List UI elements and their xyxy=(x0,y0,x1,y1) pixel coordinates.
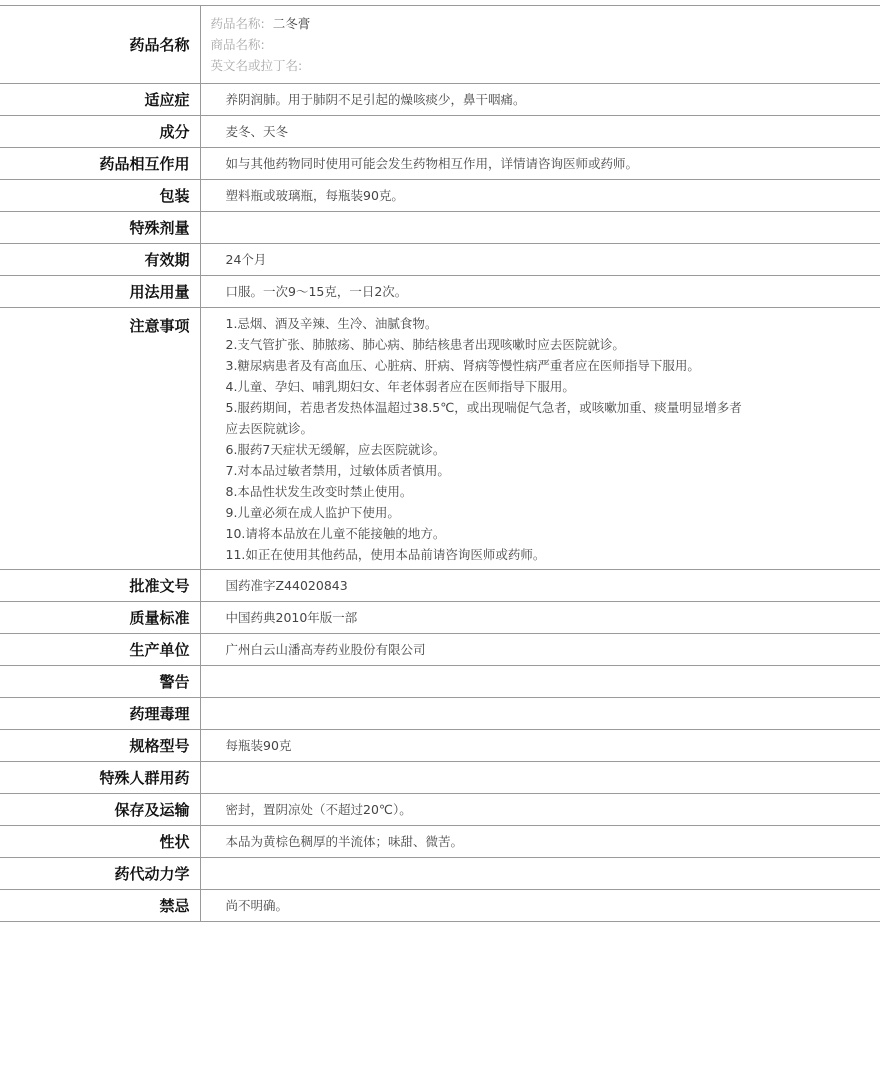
contraindications-value: 尚不明确。 xyxy=(200,890,880,922)
row-packaging xyxy=(0,180,880,212)
row-product-name xyxy=(0,6,880,84)
interactions-label: 药品相互作用 xyxy=(0,148,200,180)
precaution-item: 2.支气管扩张、肺脓疡、肺心病、肺结核患者出现咳嗽时应去医院就诊。 xyxy=(225,337,625,352)
indications-label: 适应症 xyxy=(0,84,200,116)
row-precautions xyxy=(0,308,880,570)
product-name-block xyxy=(201,6,880,80)
packaging-label: 包装 xyxy=(0,180,200,212)
row-pharmacokinetics xyxy=(0,858,880,890)
pharmacology-value xyxy=(200,698,880,730)
row-usage xyxy=(0,276,880,308)
usage-value: 口服。一次9～15克，一日2次。 xyxy=(200,276,880,308)
drug-spec-table xyxy=(0,5,880,922)
precautions-list xyxy=(226,313,880,568)
precaution-item: 11.如正在使用其他药品，使用本品前请咨询医师或药师。 xyxy=(225,547,546,562)
pharmacology-label: 药理毒理 xyxy=(0,698,200,730)
product-name-value xyxy=(200,6,880,84)
row-contraindications xyxy=(0,890,880,922)
row-indications xyxy=(0,84,880,116)
warning-label: 警告 xyxy=(0,666,200,698)
row-quality-standard xyxy=(0,602,880,634)
special-population-value xyxy=(200,762,880,794)
manufacturer-label: 生产单位 xyxy=(0,634,200,666)
shelf-life-value: 24个月 xyxy=(200,244,880,276)
generic-name-value: 二冬膏 xyxy=(272,16,311,31)
special-population-label: 特殊人群用药 xyxy=(0,762,200,794)
pharmacokinetics-value xyxy=(200,858,880,890)
precautions-value xyxy=(200,308,880,570)
ingredients-value: 麦冬、天冬 xyxy=(200,116,880,148)
product-name-label: 药品名称 xyxy=(0,6,200,84)
specification-label: 规格型号 xyxy=(0,730,200,762)
shelf-life-label: 有效期 xyxy=(0,244,200,276)
precaution-item: 7.对本品过敏者禁用，过敏体质者慎用。 xyxy=(225,463,450,478)
ingredients-label: 成分 xyxy=(0,116,200,148)
packaging-value: 塑料瓶或玻璃瓶，每瓶装90克。 xyxy=(200,180,880,212)
generic-name-line xyxy=(211,13,880,34)
specification-value: 每瓶装90克 xyxy=(200,730,880,762)
precaution-item: 1.忌烟、酒及辛辣、生冷、油腻食物。 xyxy=(225,316,438,331)
row-pharmacology xyxy=(0,698,880,730)
storage-value: 密封，置阴凉处（不超过20℃）。 xyxy=(200,794,880,826)
row-special-dosage xyxy=(0,212,880,244)
row-approval-number xyxy=(0,570,880,602)
precaution-item: 9.儿童必须在成人监护下使用。 xyxy=(225,505,400,520)
generic-name-key: 药品名称: xyxy=(210,16,265,31)
warning-value xyxy=(200,666,880,698)
appearance-value: 本品为黄棕色稠厚的半流体；味甜、微苦。 xyxy=(200,826,880,858)
precaution-item: 5.服药期间，若患者发热体温超过38.5℃，或出现喘促气急者，或咳嗽加重、痰量明显增多者应去医院就诊。 xyxy=(225,400,742,436)
quality-standard-label: 质量标准 xyxy=(0,602,200,634)
approval-number-value: 国药准字Z44020843 xyxy=(200,570,880,602)
interactions-value: 如与其他药物同时使用可能会发生药物相互作用，详情请咨询医师或药师。 xyxy=(200,148,880,180)
row-specification xyxy=(0,730,880,762)
row-manufacturer xyxy=(0,634,880,666)
special-dosage-value xyxy=(200,212,880,244)
approval-number-label: 批准文号 xyxy=(0,570,200,602)
precaution-item: 8.本品性状发生改变时禁止使用。 xyxy=(225,484,413,499)
english-name-line xyxy=(211,55,880,76)
storage-label: 保存及运输 xyxy=(0,794,200,826)
precaution-item: 6.服药7天症状无缓解，应去医院就诊。 xyxy=(225,442,446,457)
row-warning xyxy=(0,666,880,698)
precautions-label: 注意事项 xyxy=(0,308,200,570)
row-shelf-life xyxy=(0,244,880,276)
appearance-label: 性状 xyxy=(0,826,200,858)
precaution-item: 3.糖尿病患者及有高血压、心脏病、肝病、肾病等慢性病严重者应在医师指导下服用。 xyxy=(225,358,700,373)
trade-name-line xyxy=(211,34,880,55)
trade-name-key: 商品名称: xyxy=(210,37,265,52)
contraindications-label: 禁忌 xyxy=(0,890,200,922)
pharmacokinetics-label: 药代动力学 xyxy=(0,858,200,890)
quality-standard-value: 中国药典2010年版一部 xyxy=(200,602,880,634)
row-special-population xyxy=(0,762,880,794)
precaution-item: 10.请将本品放在儿童不能接触的地方。 xyxy=(225,526,446,541)
indications-value: 养阴润肺。用于肺阴不足引起的燥咳痰少，鼻干咽痛。 xyxy=(200,84,880,116)
special-dosage-label: 特殊剂量 xyxy=(0,212,200,244)
row-interactions xyxy=(0,148,880,180)
manufacturer-value: 广州白云山潘高寿药业股份有限公司 xyxy=(200,634,880,666)
precaution-item: 4.儿童、孕妇、哺乳期妇女、年老体弱者应在医师指导下服用。 xyxy=(225,379,575,394)
row-ingredients xyxy=(0,116,880,148)
usage-label: 用法用量 xyxy=(0,276,200,308)
row-appearance xyxy=(0,826,880,858)
row-storage xyxy=(0,794,880,826)
english-name-key: 英文名或拉丁名: xyxy=(210,58,303,73)
